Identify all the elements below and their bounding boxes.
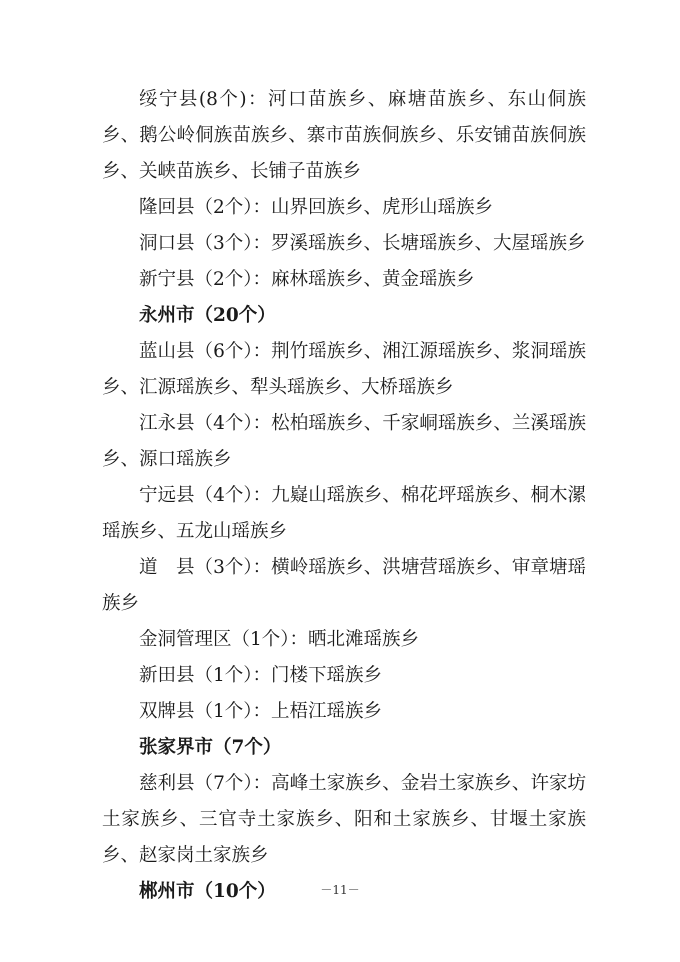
paragraph-longhui: 隆回县（2个）：山界回族乡、虎形山瑶族乡 — [139, 197, 494, 218]
paragraph-jindong: 金洞管理区（1个）：晒北滩瑶族乡 — [139, 629, 420, 650]
paragraph-xintian: 新田县（1个）：门楼下瑶族乡 — [139, 665, 383, 686]
paragraph-suining: 绥宁县(8个)：河口苗族乡、麻塘苗族乡、东山侗族乡、鹅公岭侗族苗族乡、寨市苗族侗族乡、乐安铺苗族侗族乡、关峡苗族乡、长铺子苗族乡 — [102, 89, 586, 182]
document-body — [102, 82, 586, 910]
paragraph-jiangyong: 江永县（4个）：松柏瑶族乡、千家峒瑶族乡、兰溪瑶族乡、源口瑶族乡 — [102, 413, 586, 470]
paragraph-lanshan: 蓝山县（6个）：荆竹瑶族乡、湘江源瑶族乡、浆洞瑶族乡、汇源瑶族乡、犁头瑶族乡、大桥瑶族乡 — [102, 341, 586, 398]
paragraph-xinning: 新宁县（2个）：麻林瑶族乡、黄金瑶族乡 — [139, 269, 475, 290]
section-heading-zhangjiajie: 张家界市（7个） — [139, 737, 282, 758]
paragraph-shuangpai: 双牌县（1个）：上梧江瑶族乡 — [139, 701, 383, 722]
section-heading-yongzhou: 永州市（20个） — [139, 305, 276, 326]
paragraph-ningyuan: 宁远县（4个）：九嶷山瑶族乡、棉花坪瑶族乡、桐木漯瑶族乡、五龙山瑶族乡 — [102, 485, 586, 542]
page-number: －11－ — [320, 883, 360, 897]
section-heading-chenzhou: 郴州市（10个） — [139, 881, 276, 902]
paragraph-cili: 慈利县（7个）：高峰土家族乡、金岩土家族乡、许家坊土家族乡、三官寺土家族乡、阳和土家族乡、甘堰土家族乡、赵家岗土家族乡 — [102, 773, 586, 866]
paragraph-daoxian: 道 县（3个）：横岭瑶族乡、洪塘营瑶族乡、审章塘瑶族乡 — [102, 557, 586, 614]
paragraph-dongkou: 洞口县（3个）：罗溪瑶族乡、长塘瑶族乡、大屋瑶族乡 — [139, 233, 586, 254]
